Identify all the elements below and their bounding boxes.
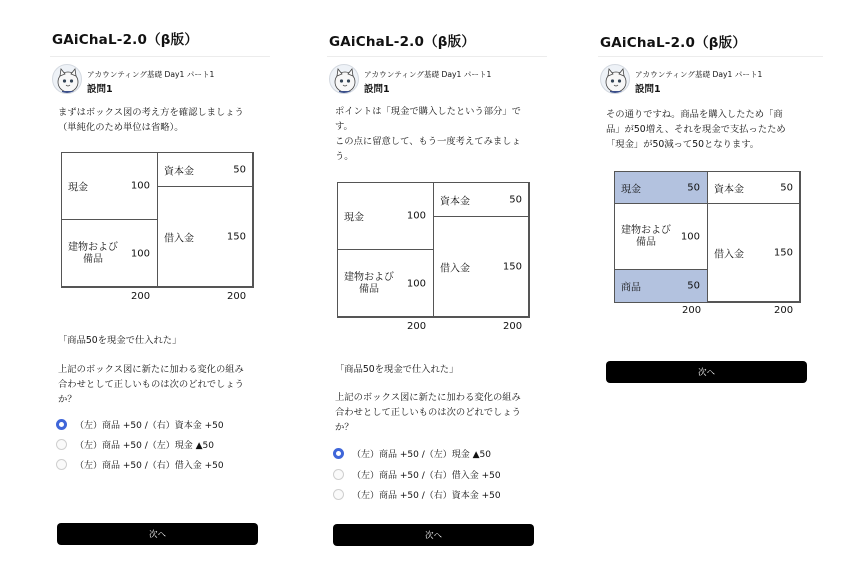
radio-icon[interactable] <box>333 469 344 480</box>
chat-panel-3 <box>598 0 823 573</box>
cell-value: 150 <box>502 261 522 273</box>
answer-option-1[interactable] <box>56 418 224 431</box>
box-cell-buildings <box>61 219 158 288</box>
option-label: （左）商品 +50 /（左）現金 ▲50 <box>75 441 214 451</box>
answer-option-3[interactable] <box>333 488 501 501</box>
cat-avatar-icon <box>53 65 82 94</box>
left-total: 200 <box>131 291 151 302</box>
chat-panel-1 <box>50 0 270 573</box>
cell-value: 100 <box>406 278 426 289</box>
cell-label: 借入金 <box>440 263 470 275</box>
cell-label: 資本金 <box>440 196 470 207</box>
cell-label: 現金 <box>344 212 364 224</box>
message-line: 「現金」が50減って50となります。 <box>606 139 760 150</box>
chat-panel-2 <box>327 0 547 573</box>
message-line: （単純化のため単位は省略）。 <box>58 122 184 133</box>
cell-value: 150 <box>773 247 793 259</box>
transaction-text: 「商品50を現金で仕入れた」 <box>335 364 459 375</box>
option-label: （左）商品 +50 /（右）借入金 +50 <box>352 471 501 481</box>
cell-label: 資本金 <box>714 184 744 195</box>
question-line: 上記のボックス図に新たに加わる変化の組み <box>58 364 244 375</box>
box-cell-capital <box>433 182 530 217</box>
box-cell-cash <box>61 152 158 220</box>
box-cell-loan <box>157 186 254 288</box>
question-line: 合わせとして正しいものは次のどれでしょう <box>58 379 244 390</box>
cell-value: 50 <box>233 164 246 175</box>
message-line: ポイントは「現金で購入したという部分」で <box>335 106 521 117</box>
app-title: GAiChaL-2.0（β版） <box>600 35 747 51</box>
left-total: 200 <box>407 321 427 332</box>
box-diagram <box>61 152 253 287</box>
left-total: 200 <box>682 305 702 316</box>
option-label: （左）商品 +50 /（左）現金 ▲50 <box>352 450 491 460</box>
cell-label: 商品 <box>621 282 641 294</box>
next-button[interactable]: 次へ <box>57 523 258 545</box>
cell-label: 現金 <box>68 182 88 194</box>
avatar <box>329 64 359 94</box>
right-total: 200 <box>227 291 247 302</box>
cell-label: 建物および 備品 <box>68 241 118 265</box>
box-cell-capital <box>157 152 254 187</box>
cell-label: 資本金 <box>164 166 194 177</box>
course-name: アカウンティング基礎 Day1 パート1 <box>87 70 215 79</box>
cell-value: 50 <box>509 194 522 205</box>
course-name: アカウンティング基礎 Day1 パート1 <box>635 70 763 79</box>
message-line: 品」が50増え、それを現金で支払ったため <box>606 124 786 135</box>
radio-icon[interactable] <box>333 489 344 500</box>
assistant-message <box>58 105 244 135</box>
box-cell-capital <box>707 171 801 204</box>
next-button[interactable]: 次へ <box>606 361 807 383</box>
assistant-message <box>335 104 521 164</box>
course-name: アカウンティング基礎 Day1 パート1 <box>364 70 492 79</box>
option-label: （左）商品 +50 /（右）資本金 +50 <box>75 421 224 431</box>
cell-label: 借入金 <box>714 249 744 261</box>
cell-value: 50 <box>687 182 700 193</box>
question-number: 設問1 <box>635 84 661 95</box>
question-text <box>335 390 521 435</box>
box-cell-buildings <box>614 203 708 270</box>
cell-label: 建物および 備品 <box>621 224 671 248</box>
answer-option-2[interactable] <box>56 438 214 451</box>
header-divider <box>598 56 823 57</box>
assistant-message <box>606 107 786 152</box>
right-total: 200 <box>774 305 794 316</box>
option-label: （左）商品 +50 /（右）資本金 +50 <box>352 491 501 501</box>
message-line: この点に留意して、もう一度考えてみましょ <box>335 136 521 147</box>
app-title: GAiChaL-2.0（β版） <box>329 34 476 50</box>
cell-value: 150 <box>226 231 246 243</box>
box-cell-buildings <box>337 249 434 318</box>
cell-value: 100 <box>406 210 426 222</box>
question-line: か？ <box>58 394 77 405</box>
radio-icon[interactable] <box>56 439 67 450</box>
question-text <box>58 362 244 407</box>
box-cell-loan <box>707 203 801 303</box>
cell-value: 50 <box>780 182 793 193</box>
message-line: まずはボックス図の考え方を確認しましょう <box>58 107 244 118</box>
question-line: か？ <box>335 422 354 433</box>
box-cell-cash <box>614 171 708 204</box>
box-diagram <box>614 171 800 302</box>
box-cell-cash <box>337 182 434 250</box>
avatar <box>52 64 82 94</box>
app-title: GAiChaL-2.0（β版） <box>52 32 199 48</box>
answer-option-2[interactable] <box>333 468 501 481</box>
answer-option-1[interactable] <box>333 447 491 460</box>
box-cell-goods <box>614 269 708 303</box>
cat-avatar-icon <box>601 65 630 94</box>
header-divider <box>50 56 270 57</box>
avatar <box>600 64 630 94</box>
right-total: 200 <box>503 321 523 332</box>
radio-selected-icon[interactable] <box>56 419 67 430</box>
cell-value: 100 <box>130 180 150 192</box>
cell-label: 現金 <box>621 184 641 195</box>
question-line: 合わせとして正しいものは次のどれでしょう <box>335 407 521 418</box>
cell-label: 建物および 備品 <box>344 271 394 295</box>
option-label: （左）商品 +50 /（右）借入金 +50 <box>75 461 224 471</box>
cell-value: 100 <box>130 248 150 259</box>
question-number: 設問1 <box>87 84 113 95</box>
cell-value: 50 <box>687 280 700 292</box>
cat-avatar-icon <box>330 65 359 94</box>
next-button[interactable]: 次へ <box>333 524 534 546</box>
question-line: 上記のボックス図に新たに加わる変化の組み <box>335 392 521 403</box>
radio-selected-icon[interactable] <box>333 448 344 459</box>
message-line: す。 <box>335 121 353 132</box>
box-diagram <box>337 182 529 317</box>
cell-value: 100 <box>680 231 700 242</box>
cell-label: 借入金 <box>164 233 194 245</box>
box-cell-loan <box>433 216 530 318</box>
message-line: う。 <box>335 151 354 162</box>
header-divider <box>327 56 547 57</box>
radio-icon[interactable] <box>56 459 67 470</box>
message-line: その通りですね。商品を購入したため「商 <box>606 109 783 120</box>
transaction-text: 「商品50を現金で仕入れた」 <box>58 335 182 346</box>
question-number: 設問1 <box>364 84 390 95</box>
answer-option-3[interactable] <box>56 458 224 471</box>
